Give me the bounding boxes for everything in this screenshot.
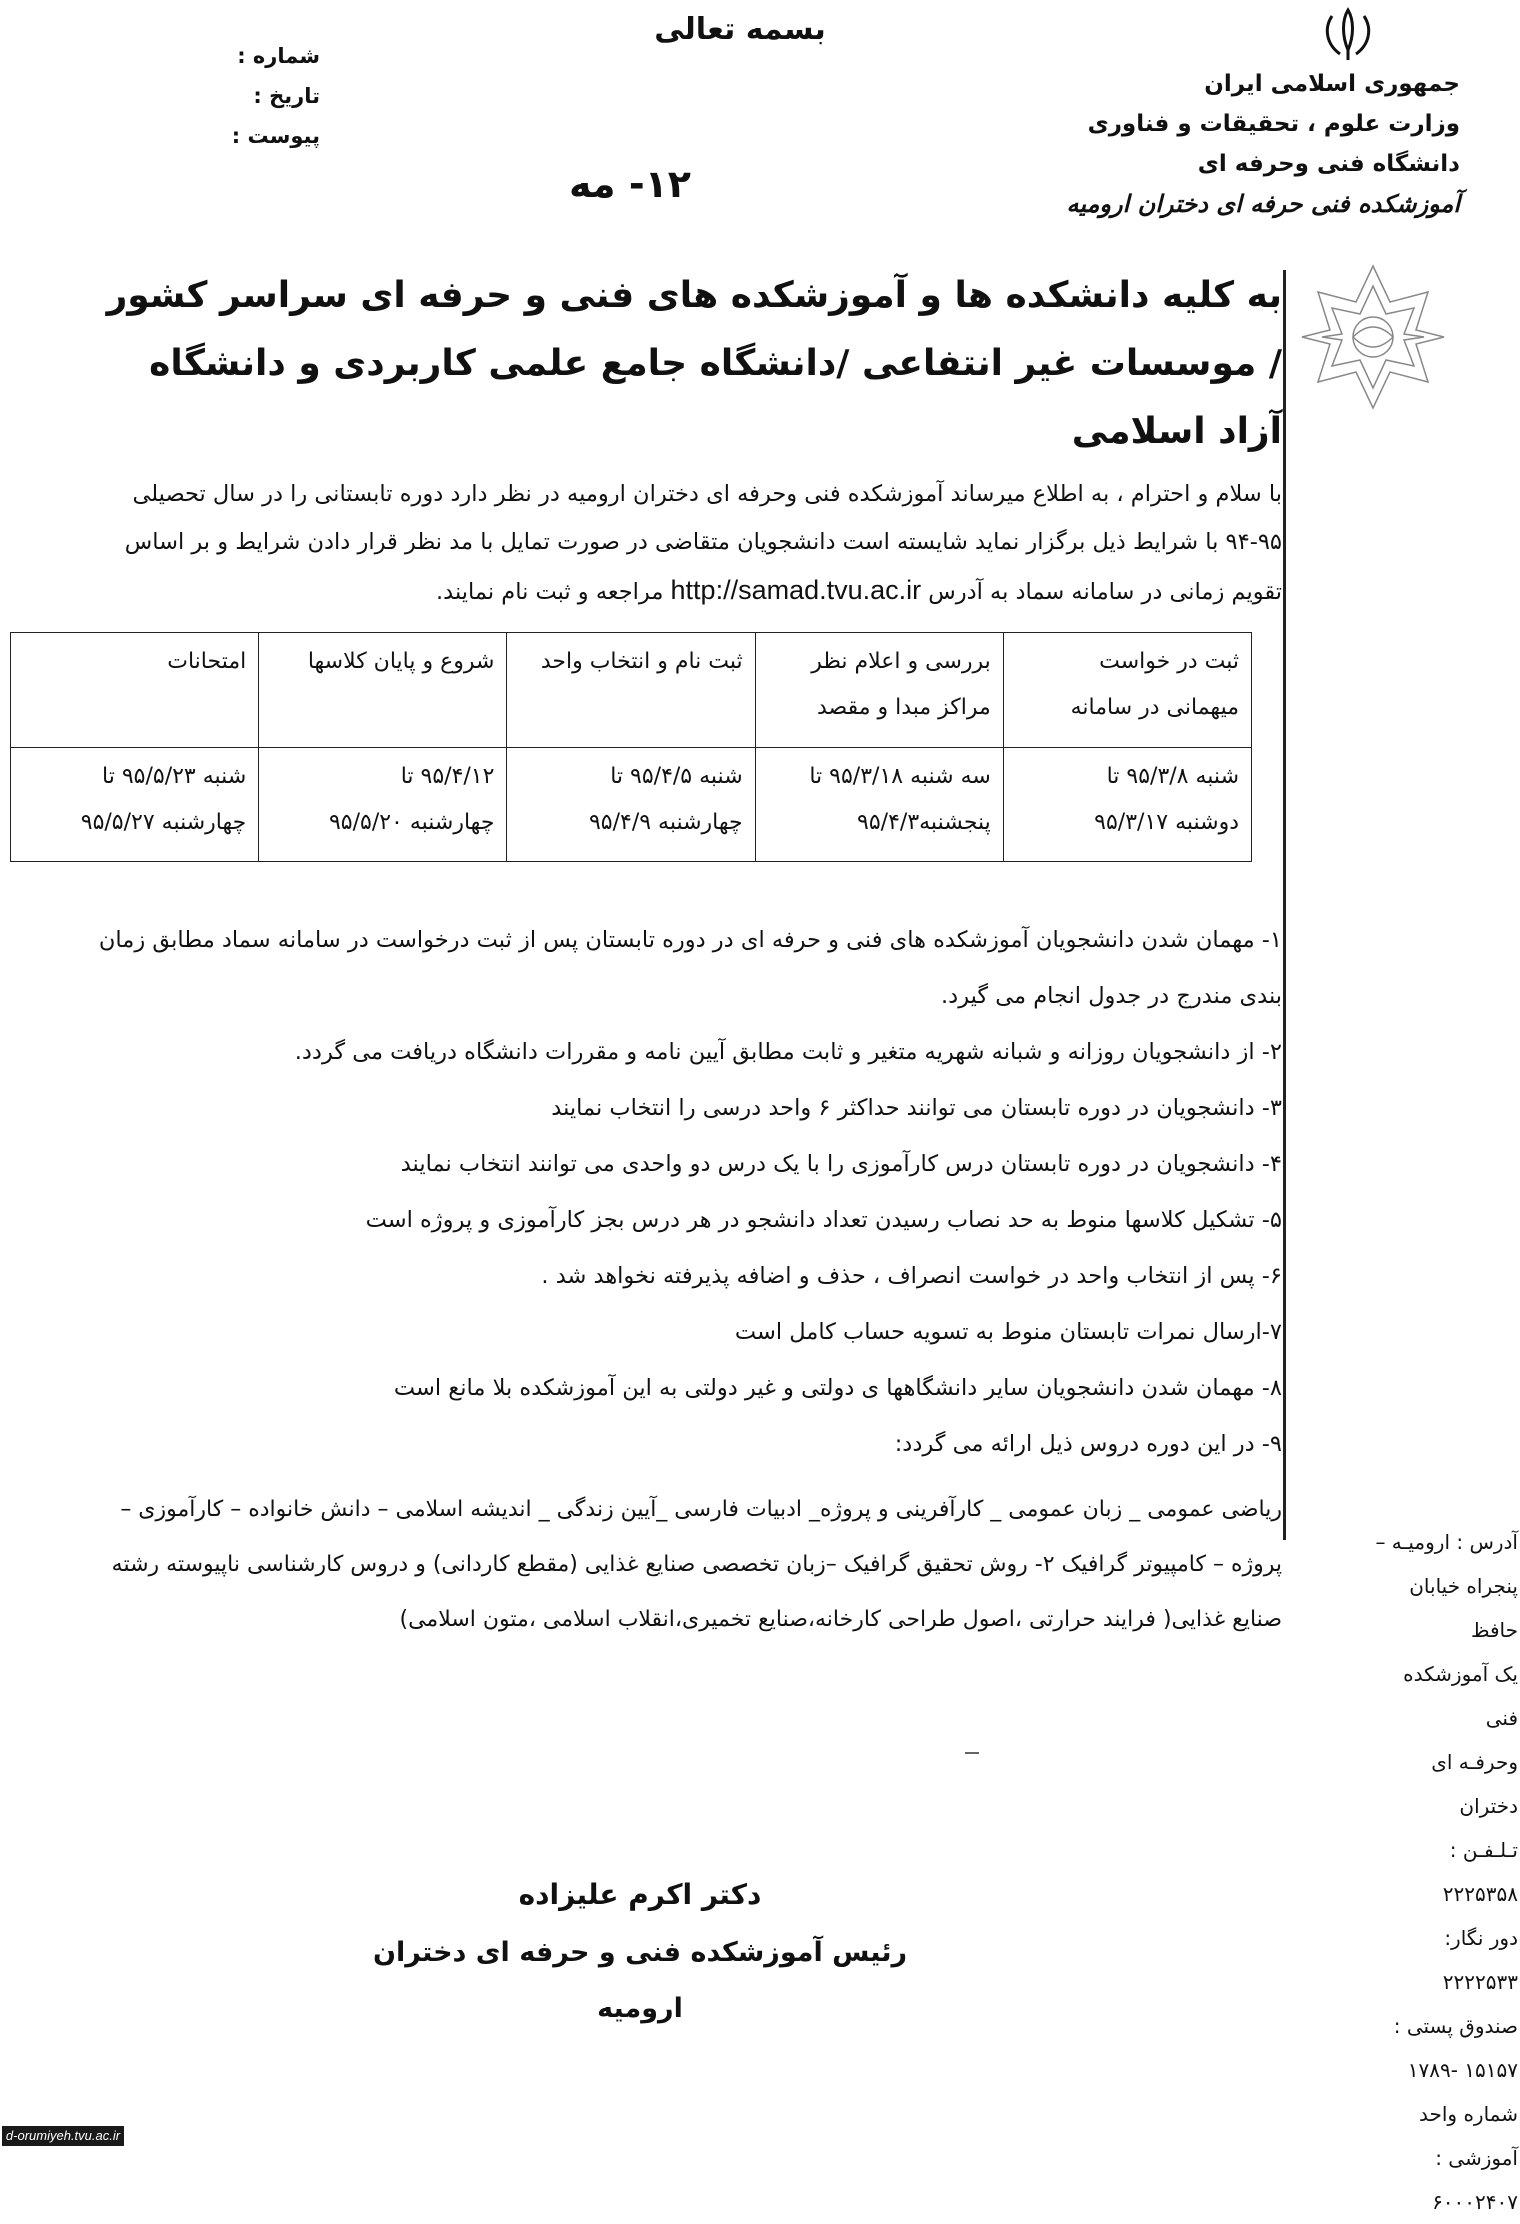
iran-emblem-icon [1318, 6, 1378, 62]
letter-meta-block [120, 36, 320, 156]
table-cell: سه شنبه ۹۵/۳/۱۸ تا پنجشنبه۹۵/۴/۳ [755, 748, 1003, 862]
header-cell-classes: شروع و پایان کلاسها [259, 633, 507, 748]
header-cell-registration: ثبت نام و انتخاب واحد [507, 633, 755, 748]
address-line: یک آموزشکده فنی [1403, 1662, 1518, 1730]
address-line: آدرس : ارومیـه – [1375, 1530, 1518, 1554]
signer-name: دکتر اکرم علیزاده [518, 1878, 762, 1911]
ornament-star-icon [1298, 262, 1448, 412]
vertical-divider [1283, 270, 1286, 1540]
meta-date-label: تاریخ : [253, 84, 320, 108]
address-line: تـلـفـن : ۲۲۲۵۳۵۸ [1442, 1838, 1518, 1906]
list-item: ۹- در این دوره دروس ذیل ارائه می گردد: [894, 1431, 1282, 1457]
samad-url-link[interactable]: http://samad.tvu.ac.ir [670, 575, 922, 605]
table-cell: ۹۵/۴/۱۲ تا چهارشنبه ۹۵/۵/۲۰ [259, 748, 507, 862]
org-line-country: جمهوری اسلامی ایران [1204, 71, 1460, 97]
conditions-list [92, 912, 1282, 1472]
table-header-row [11, 633, 1252, 748]
letter-number: ۱۲- مه [569, 162, 691, 206]
list-item: ۷-ارسال نمرات تابستان منوط به تسویه حساب کامل است [734, 1319, 1282, 1345]
header-cell-exams: امتحانات [11, 633, 259, 748]
meta-attachment-label: پیوست : [231, 124, 320, 148]
list-item: ۲- از دانشجویان روزانه و شبانه شهریه متغیر و ثابت مطابق آیین نامه و مقررات دانشگاه دریافت می گردد. [294, 1039, 1282, 1065]
meta-number-label: شماره : [237, 44, 320, 68]
org-line-college: آموزشکده فنی حرفه ای دختران ارومیه [1066, 189, 1460, 218]
small-dash-mark [965, 1752, 979, 1754]
address-column [1372, 1520, 1518, 2224]
signature-block [330, 1865, 950, 2037]
address-line: وحرفـه ای دختران [1431, 1750, 1518, 1818]
letter-recipients-title: به کلیه دانشکده ها و آموزشکده های فنی و حرفه ای سراسر کشور / موسسات غیر انتفاعی /دانشگاه جامع علمی کاربردی و دانشگاه آزاد اسلامی [106, 275, 1282, 452]
intro-text: با سلام و احترام ، به اطلاع میرساند آموزشکده فنی وحرفه ای دختران ارومیه در نظر دارد دوره تابستانی را در سال تحصیلی ۹۵-۹۴ با شرایط ذیل برگزار نماید شایسته است دانشجویان متقاضی در صورت تمایل با مد نظر قرار دادن شرایط و بر اساس تقویم زمانی در سامانه سماد به آدرس [124, 481, 1282, 605]
courses-paragraph: ریاضی عمومی _ زبان عمومی _ کارآفرینی و پروژه_ ادبیات فارسی _آیین زندگی _ اندیشه اسلامی – دانش خانواده – کارآموزی – پروژه – کامپیوتر گرافیک ۲- روش تحقیق گرافیک –زبان تخصصی صنایع غذایی (مقطع کاردانی) و دروس کارشناسی ناپیوسته رشته صنایع غذایی( فرایند حرارتی ،اصول طراحی کارخانه،صنایع تخمیری،انقلاب اسلامی ،متون اسلامی) [111, 1497, 1282, 1632]
table-cell: شنبه ۹۵/۵/۲۳ تا چهارشنبه ۹۵/۵/۲۷ [11, 748, 259, 862]
address-line: صندوق پستی : [1393, 2014, 1518, 2038]
list-item: ۴- دانشجویان در دوره تابستان درس کارآموزی را با یک درس دو واحدی می توانند انتخاب نمایند [400, 1151, 1282, 1177]
address-line: شماره واحد [1419, 2102, 1518, 2126]
address-line: ۱۵۱۵۷ -۱۷۸۹ [1407, 2058, 1518, 2082]
list-item: ۱- مهمان شدن دانشجویان آموزشکده های فنی و حرفه ای در دوره تابستان پس از ثبت درخواست در سامانه سماد مطابق زمان بندی مندرج در جدول انجام می گیرد. [98, 927, 1282, 1009]
bismillah-heading: بسمه تعالی [654, 12, 826, 47]
address-line: پنجراه خیابان حافظ [1409, 1574, 1518, 1642]
org-line-university: دانشگاه فنی وحرفه ای [1197, 151, 1460, 177]
address-line: آموزشی : [1435, 2146, 1518, 2170]
list-item: ۶- پس از انتخاب واحد در خواست انصراف ، حذف و اضافه پذیرفته نخواهد شد . [541, 1263, 1282, 1289]
list-item: ۳- دانشجویان در دوره تابستان می توانند حداکثر ۶ واحد درسی را انتخاب نمایند [551, 1095, 1282, 1121]
signer-title: رئیس آموزشکده فنی و حرفه ای دختران ارومیه [372, 1937, 908, 2024]
schedule-table [10, 632, 1252, 862]
table-cell: شنبه ۹۵/۴/۵ تا چهارشنبه ۹۵/۴/۹ [507, 748, 755, 862]
list-item: ۵- تشکیل کلاسها منوط به حد نصاب رسیدن تعداد دانشجو در هر درس بجز کارآموزی و پروژه است [365, 1207, 1282, 1233]
intro-paragraph [90, 470, 1282, 616]
intro-text-end: مراجعه و ثبت نام نمایند. [436, 579, 664, 605]
header-cell-request: ثبت در خواست میهمانی در سامانه [1003, 633, 1251, 748]
org-line-ministry: وزارت علوم ، تحقیقات و فناوری [1087, 111, 1460, 137]
table-row [11, 748, 1252, 862]
address-line: ۶۰۰۰۲۴۰۷ [1432, 2190, 1518, 2214]
table-cell: شنبه ۹۵/۳/۸ تا دوشنبه ۹۵/۳/۱۷ [1003, 748, 1251, 862]
website-footer-tag: d-orumiyeh.tvu.ac.ir [2, 2126, 124, 2146]
address-line: دور نگار: ۲۲۲۲۵۳۳ [1442, 1926, 1518, 1994]
list-item: ۸- مهمان شدن دانشجویان سایر دانشگاهها ی دولتی و غیر دولتی به این آموزشکده بلا مانع است [393, 1375, 1282, 1401]
organization-block [980, 64, 1460, 224]
header-cell-review: بررسی و اعلام نظر مراکز مبدا و مقصد [755, 633, 1003, 748]
